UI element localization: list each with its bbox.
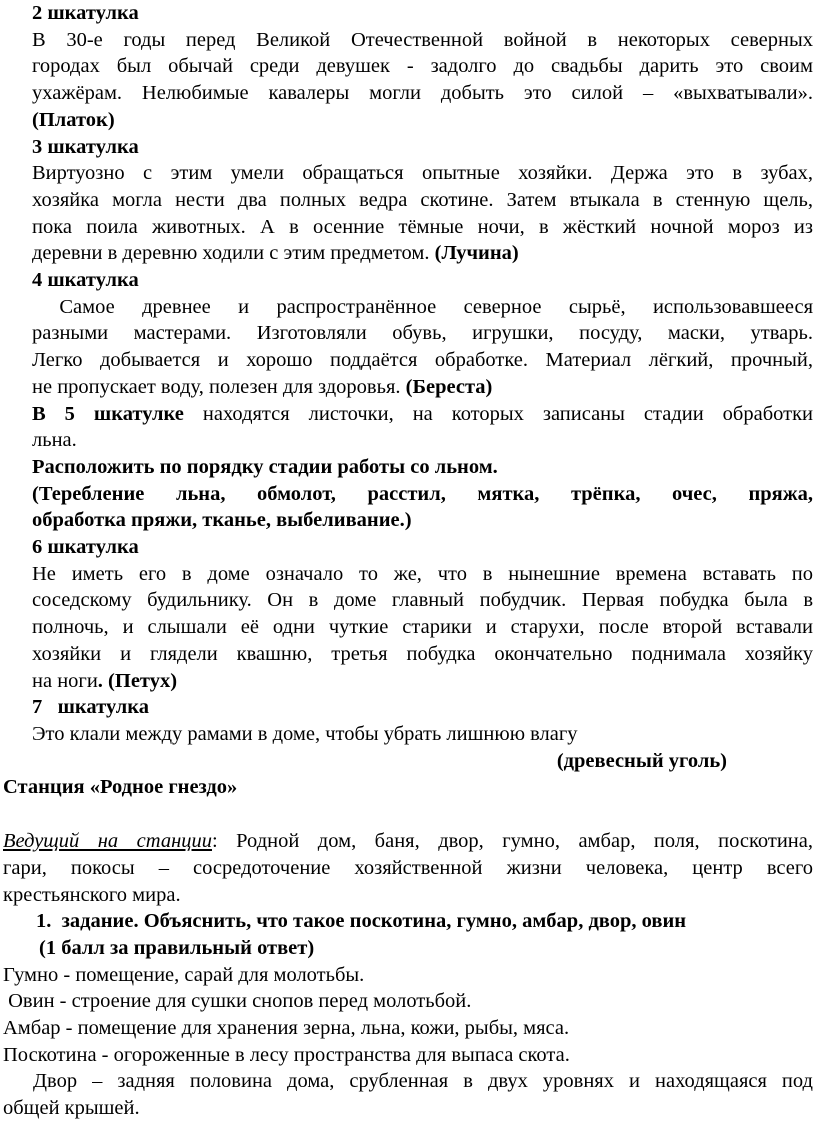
box-7-text: Это клали между рамами в доме, чтобы убрать лишнюю влагу <box>32 722 578 745</box>
task-score: (1 балл за правильный ответ) <box>39 936 315 959</box>
box-4-section <box>3 267 813 401</box>
box-2-section <box>3 0 813 134</box>
station-intro-line-1 <box>3 828 813 855</box>
box-2-title: 2 шкатулка <box>32 2 139 24</box>
box-6-line: полночь, и слышали её одни чуткие старики и старухи, после второй вставали <box>32 616 813 639</box>
box-7-title: 7 шкатулка <box>32 696 149 719</box>
box-6-line: соседскому будильнику. Он в доме главный побудчик. Первая побудка была в <box>32 589 813 612</box>
station-section <box>3 774 813 1121</box>
box-3-title: 3 шкатулка <box>32 135 139 158</box>
station-title: Станция «Родное гнездо» <box>3 776 238 799</box>
box-6-section <box>3 534 813 694</box>
box-7-answer: (древесный уголь) <box>556 749 727 772</box>
host-label: Ведущий на станции <box>3 830 212 853</box>
box-7-section <box>3 694 813 774</box>
box-5-instruction: Расположить по порядку стадии работы со льном. <box>32 455 498 478</box>
box-4-answer: (Береста) <box>405 375 493 398</box>
box-6-line: Не иметь его в доме означало то же, что в нынешние времена вставать по <box>32 562 813 585</box>
station-intro-line-3: крестьянского мира. <box>3 883 181 906</box>
box-4-title: 4 шкатулка <box>32 269 139 292</box>
box-5-stages-line-1: (Теребление льна, обмолот, расстил, мятка, трёпка, очес, пряжа, <box>32 482 813 505</box>
box-4-line: Самое древнее и распространённое северное сырьё, использовавшееся <box>32 295 813 318</box>
definition-item: Гумно - помещение, сарай для молотьбы. <box>3 963 365 986</box>
intro-text: : Родной дом, баня, двор, гумно, амбар, поля, поскотина, <box>211 830 813 853</box>
box-5-text: находятся листочки, на которых записаны стадии обработки <box>202 402 814 425</box>
definition-item: Амбар - помещение для хранения зерна, льна, кожи, рыбы, мяса. <box>3 1017 570 1040</box>
station-intro-line-2: гари, покосы – сосредоточение хозяйственной жизни человека, центр всего <box>3 856 813 879</box>
box-3-section <box>3 134 813 268</box>
box-5-line-2: льна. <box>32 429 77 452</box>
box-4-line: Легко добывается и хорошо поддаётся обработке. Материал лёгкий, прочный, <box>32 349 813 372</box>
box-2-answer: (Платок) <box>32 108 115 131</box>
box-4-line: разными мастерами. Изготовляли обувь, игрушки, посуду, маски, утварь. <box>32 322 813 345</box>
box-3-line: пока поила животных. А в осенние тёмные ночи, в жёсткий ночной мороз из <box>32 215 813 238</box>
definition-item: Поскотина - огороженные в лесу пространства для выпаса скота. <box>3 1043 570 1066</box>
box-4-last-text: не пропускает воду, полезен для здоровья. <box>32 375 401 398</box>
spacer <box>3 801 813 828</box>
box-3-answer: (Лучина) <box>434 242 519 265</box>
box-2-line: ухажёрам. Нелюбимые кавалеры могли добыть это силой – «выхватывали». <box>32 82 813 105</box>
box-6-title: 6 шкатулка <box>32 536 139 559</box>
definition-item: Овин - строение для сушки снопов перед молотьбой. <box>3 990 472 1013</box>
box-3-last-text: деревни в деревню ходили с этим предметом. <box>32 242 430 265</box>
box-2-line: В 30-е годы перед Великой Отечественной войной в некоторых северных <box>32 28 813 51</box>
definition-dvor-line-1: Двор – задняя половина дома, срубленная в двух уровнях и находящаяся под <box>3 1070 813 1093</box>
box-6-answer: . (Петух) <box>97 669 178 692</box>
box-6-line: хозяйки и глядели квашню, третья побудка окончательно поднимала хозяйку <box>32 642 813 665</box>
box-3-line: хозяйка могла нести два полных ведра скотине. Затем втыкала в стенную щель, <box>32 188 813 211</box>
box-5-title: В 5 шкатулке <box>32 402 184 425</box>
box-6-last-line <box>32 668 813 695</box>
box-5-section <box>3 401 813 535</box>
task-heading <box>3 908 813 935</box>
box-6-last-text: на ноги <box>32 669 98 692</box>
task-number: 1. <box>36 910 52 933</box>
box-2-line: городах был обычай среди девушек - задолго до свадьбы дарить это своим <box>32 55 813 78</box>
box-3-last-line <box>32 240 813 267</box>
box-4-last-line <box>32 374 813 401</box>
task-text: задание. Объяснить, что такое поскотина, гумно, амбар, двор, овин <box>61 910 687 933</box>
box-5-stages-line-2: обработка пряжи, тканье, выбеливание.) <box>32 509 412 532</box>
box-5-line <box>32 401 813 428</box>
definition-dvor-line-2: общей крышей. <box>3 1097 140 1120</box>
box-3-line: Виртуозно с этим умели обращаться опытные хозяйки. Держа это в зубах, <box>32 162 813 185</box>
